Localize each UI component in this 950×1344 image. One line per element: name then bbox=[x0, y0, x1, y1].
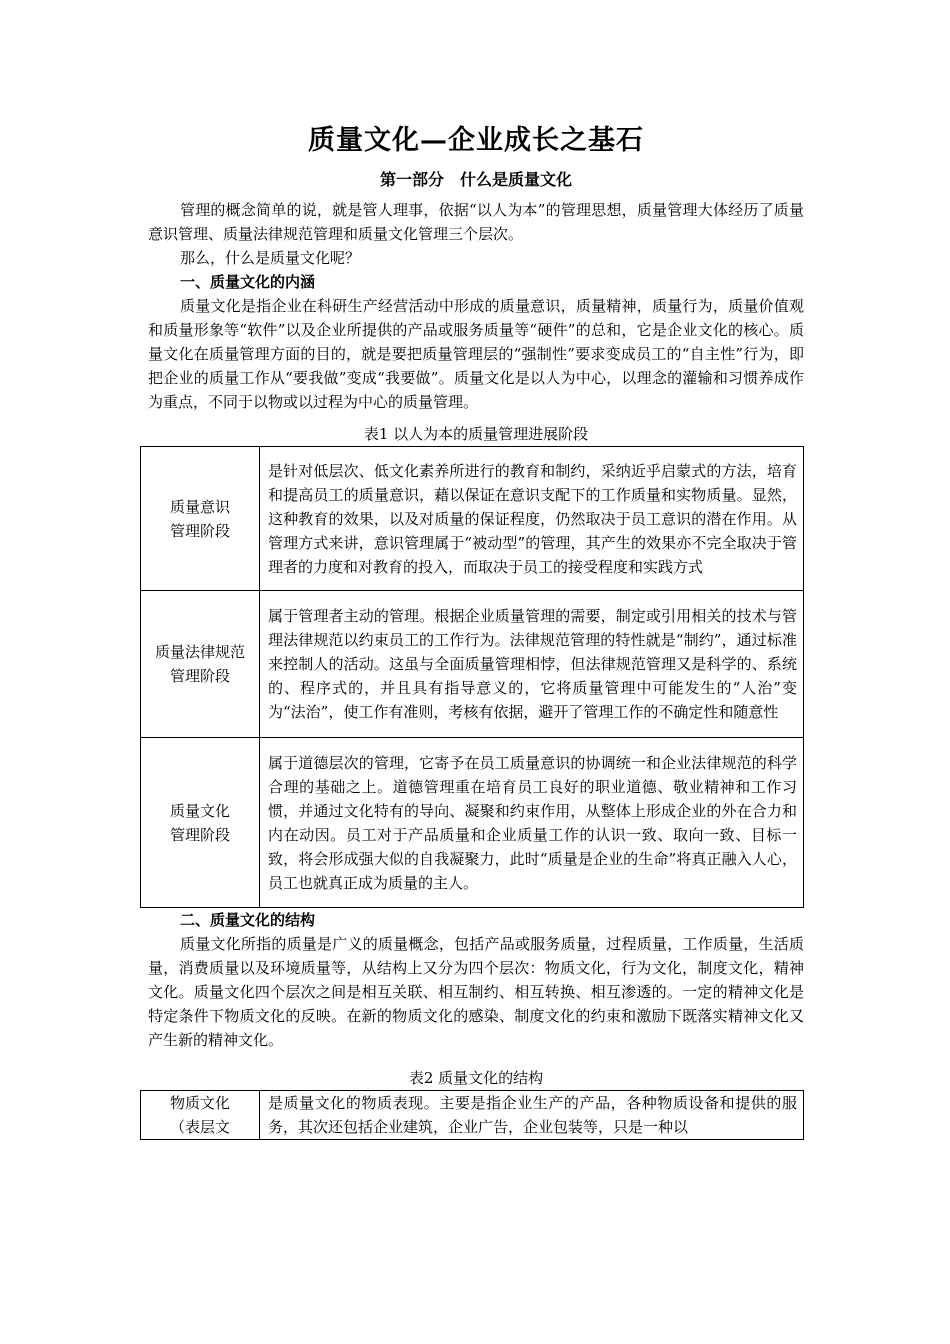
structure-label-cell bbox=[141, 1091, 260, 1140]
table-row bbox=[141, 591, 804, 738]
section2-heading: 二、质量文化的结构 bbox=[180, 911, 316, 929]
structure-desc-cell: 是质量文化的物质表现。主要是指企业生产的产品，各种物质设备和提供的服务，其次还包括企业建筑，企业广告，企业包装等，只是一种以 bbox=[260, 1091, 804, 1140]
table-row bbox=[141, 447, 804, 591]
section2-paragraph: 质量文化所指的质量是广义的质量概念，包括产品或服务质量，过程质量，工作质量，生活质量，消费质量以及环境质量等，从结构上又分为四个层次：物质文化，行为文化，制度文化，精神文化。质量文化四个层次之间是相互关联、相互制约、相互转换、相互渗透的。一定的精神文化是特定条件下物质文化的反映。在新的物质文化的感染、制度文化的约束和激励下既落实精神文化又产生新的精神文化。 bbox=[148, 935, 804, 1049]
structure-label-line: 物质文化 bbox=[169, 1094, 230, 1112]
stage-label-cell bbox=[141, 447, 260, 591]
table1-caption: 表1 以人为本的质量管理进展阶段 bbox=[363, 425, 589, 443]
document-title: 质量文化—企业成长之基石 bbox=[308, 125, 644, 156]
stage-label-line: 管理阶段 bbox=[169, 825, 230, 844]
section1-paragraph: 质量文化是指企业在科研生产经营活动中形成的质量意识，质量精神，质量行为，质量价值观和质量形象等“软件”以及企业所提供的产品或服务质量等“硬件”的总和，它是企业文化的核心。质量文化在质量管理方面的目的，就是要把质量管理层的“强制性”要求变成员工的“自主性”行为，即把企业的质量工作从“要我做”变成“我要做”。质量文化是以人为中心，以理念的灌输和习惯养成作为重点，不同于以物或以过程为中心的质量管理。 bbox=[148, 297, 804, 411]
stage-label-cell bbox=[141, 738, 260, 908]
stage-desc-cell: 是针对低层次、低文化素养所进行的教育和制约，采纳近乎启蒙式的方法，培育和提高员工的质量意识，藉以保证在意识支配下的工作质量和实物质量。显然，这种教育的效果，以及对质量的保证程度，仍然取决于员工意识的潜在作用。从管理方式来讲，意识管理属于“被动型”的管理，其产生的效果亦不完全取决于管理者的力度和对教育的投入，而取决于员工的接受程度和实践方式 bbox=[260, 447, 804, 591]
stage-label-cell bbox=[141, 591, 260, 738]
stage-label-line: 管理阶段 bbox=[169, 667, 230, 685]
stage-label-line: 质量文化 bbox=[169, 801, 230, 820]
document-page bbox=[148, 118, 804, 1140]
table2 bbox=[140, 1090, 804, 1140]
stage-label-line: 质量意识 bbox=[169, 497, 230, 516]
question-paragraph: 那么，什么是质量文化呢？ bbox=[180, 249, 361, 267]
structure-label-line: （表层文 bbox=[169, 1118, 230, 1136]
section1-heading: 一、质量文化的内涵 bbox=[180, 273, 316, 291]
stage-desc-cell: 属于道德层次的管理，它寄予在员工质量意识的协调统一和企业法律规范的科学合理的基础之上。道德管理重在培育员工良好的职业道德、敬业精神和工作习惯，并通过文化特有的导向、凝聚和约束作用，从整体上形成企业的外在合力和内在动因。员工对于产品质量和企业质量工作的认识一致、取向一致、目标一致，将会形成强大似的自我凝聚力，此时“质量是企业的生命”将真正融入人心，员工也就真正成为质量的主人。 bbox=[260, 738, 804, 908]
stage-desc-cell: 属于管理者主动的管理。根据企业质量管理的需要，制定或引用相关的技术与管理法律规范以约束员工的工作行为。法律规范管理的特性就是“制约”，通过标准来控制人的活动。这虽与全面质量管理相悖，但法律规范管理又是科学的、系统的、程序式的，并且具有指导意义的，它将质量管理中可能发生的“人治”变为“法治”，使工作有准则，考核有依据，避开了管理工作的不确定性和随意性 bbox=[260, 591, 804, 738]
table-row bbox=[141, 1091, 804, 1140]
table-row bbox=[141, 738, 804, 908]
intro-paragraph: 管理的概念简单的说，就是管人理事，依据“以人为本”的管理思想，质量管理大体经历了质量意识管理、质量法律规范管理和质量文化管理三个层次。 bbox=[148, 201, 804, 243]
stage-label-line: 质量法律规范 bbox=[154, 643, 245, 661]
stage-label-line: 管理阶段 bbox=[169, 521, 230, 540]
part-title: 第一部分 什么是质量文化 bbox=[379, 170, 572, 189]
table2-caption: 表2 质量文化的结构 bbox=[408, 1069, 544, 1087]
table1 bbox=[140, 446, 804, 908]
